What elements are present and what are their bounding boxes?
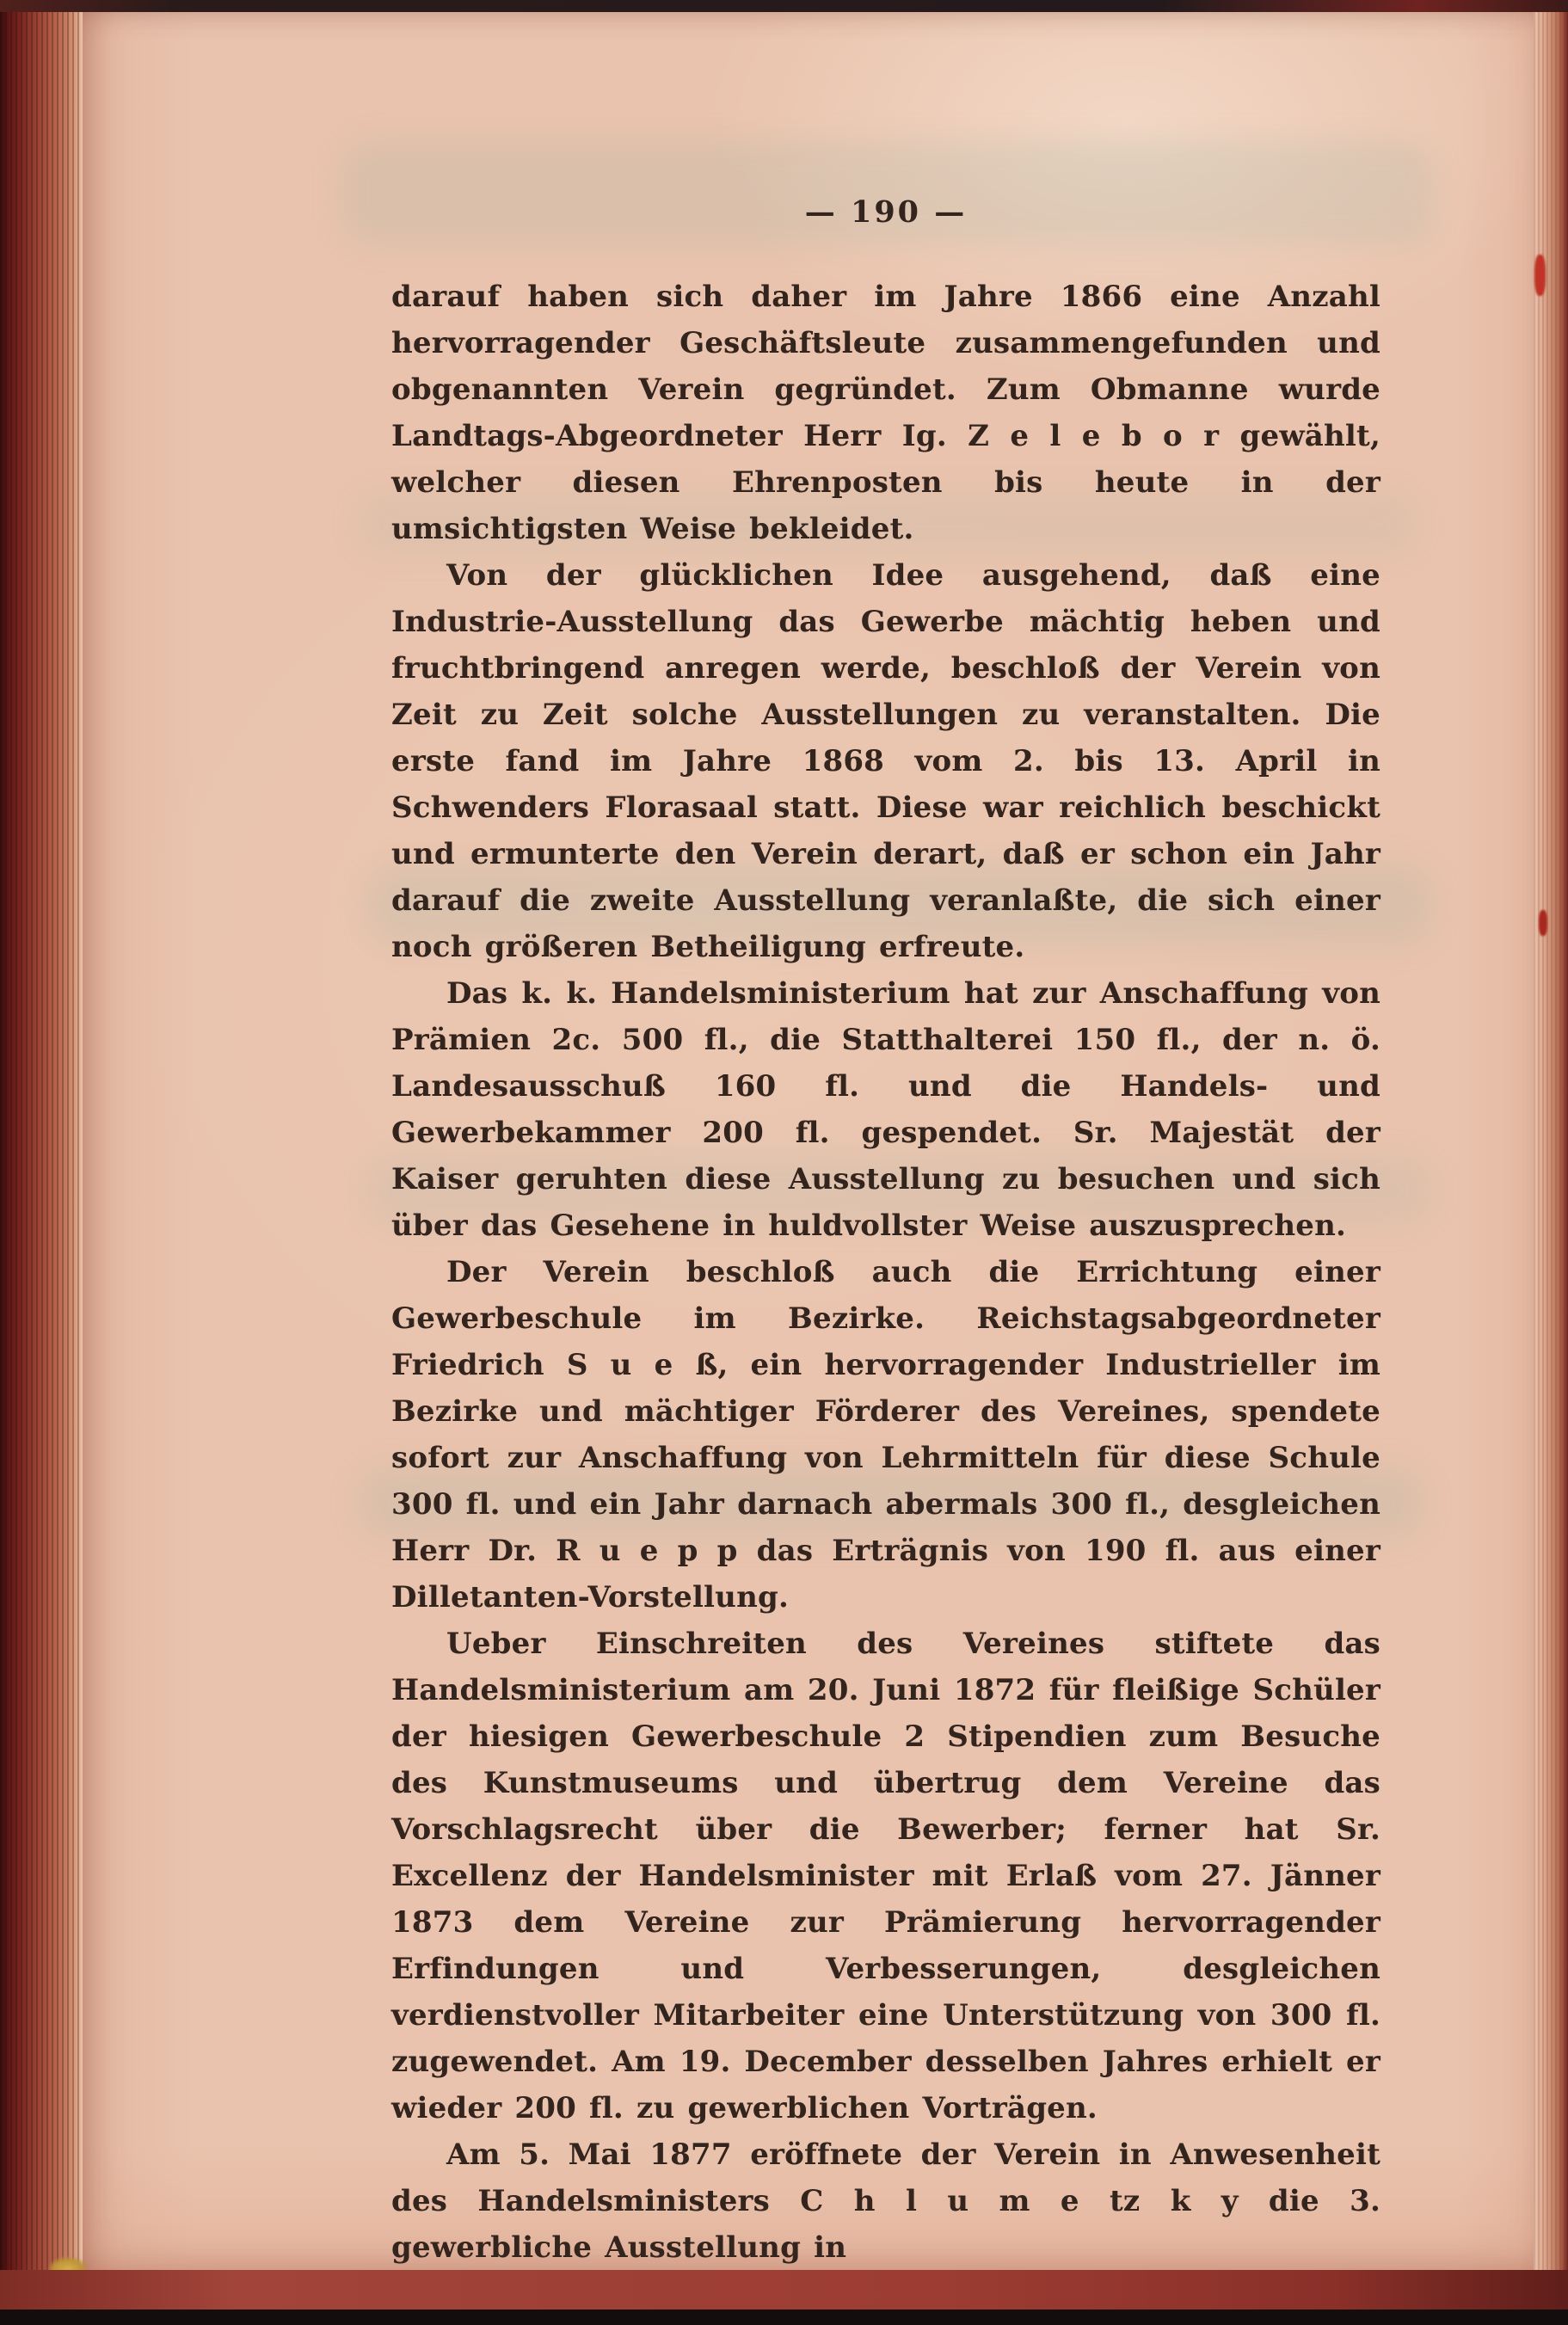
- paper: [83, 12, 1534, 2273]
- paragraph: Der Verein beschloß auch die Errichtung einer Gewerbeschule im Bezirke. Reichstagsabgeordneter Friedrich S u e ß, ein hervorragender Industrieller im Bezirke und mächtiger Förderer des Vereines, spendete sofort zur Anschaffung von Lehrmitteln für diese Schule 300 fl. und ein Jahr darnach abermals 300 fl., desgleichen Herr Dr. R u e p p das Erträgnis von 190 fl. aus einer Dilletanten-Vorstellung.: [391, 1255, 1380, 1615]
- book-spine-left: [0, 0, 83, 2325]
- paragraph: darauf haben sich daher im Jahre 1866 eine Anzahl hervorragender Geschäftsleute zusammengefunden und obgenannten Verein gegründet. Zum Obmanne wurde Landtags-Abgeordneter Herr Ig. Z e l e b o r gewählt, welcher diesen Ehrenposten bis heute in der umsichtigsten Weise bekleidet.: [391, 280, 1380, 546]
- page-edges-right: [1534, 12, 1568, 2270]
- red-ink-mark: [1534, 255, 1546, 296]
- red-ink-mark: [1539, 910, 1547, 936]
- top-edge-shadow: [0, 0, 1568, 12]
- paragraph: Von der glücklichen Idee ausgehend, daß eine Industrie-Ausstellung das Gewerbe mächtig heben und fruchtbringend anregen werde, beschloß der Verein von Zeit zu Zeit solche Ausstellungen zu veranstalten. Die erste fand im Jahre 1868 vom 2. bis 13. April in Schwenders Florasaal statt. Diese war reichlich beschickt und ermunterte den Verein derart, daß er schon ein Jahr darauf die zweite Ausstellung veranlaßte, die sich einer noch größeren Betheiligung erfreute.: [391, 558, 1380, 964]
- page-number: — 190 —: [804, 194, 968, 230]
- paragraph: Das k. k. Handelsministerium hat zur Anschaffung von Prämien 2c. 500 fl., die Statthalterei 150 fl., der n. ö. Landesausschuß 160 fl. und die Handels- und Gewerbekammer 200 fl. gespendet. Sr. Majestät der Kaiser geruhten diese Ausstellung zu besuchen und sich über das Gesehene in huldvollster Weise auszusprechen.: [391, 976, 1380, 1243]
- paragraph: Am 5. Mai 1877 eröffnete der Verein in Anwesenheit des Handelsministers C h l u m e tz k y die 3. gewerbliche Ausstellung in: [391, 2137, 1380, 2265]
- text-block: [391, 274, 1380, 2271]
- bottom-dark-edge: [0, 2310, 1568, 2325]
- cover-bottom-band: [0, 2270, 1568, 2310]
- paragraph: Ueber Einschreiten des Vereines stiftete das Handelsministerium am 20. Juni 1872 für fleißige Schüler der hiesigen Gewerbeschule 2 Stipendien zum Besuche des Kunstmuseums und übertrug dem Vereine das Vorschlagsrecht über die Bewerber; ferner hat Sr. Excellenz der Handelsminister mit Erlaß vom 27. Jänner 1873 dem Vereine zur Prämierung hervorragender Erfindungen und Verbesserungen, desgleichen verdienstvoller Mitarbeiter eine Unterstützung von 300 fl. zugewendet. Am 19. December desselben Jahres erhielt er wieder 200 fl. zu gewerblichen Vorträgen.: [391, 1627, 1380, 2125]
